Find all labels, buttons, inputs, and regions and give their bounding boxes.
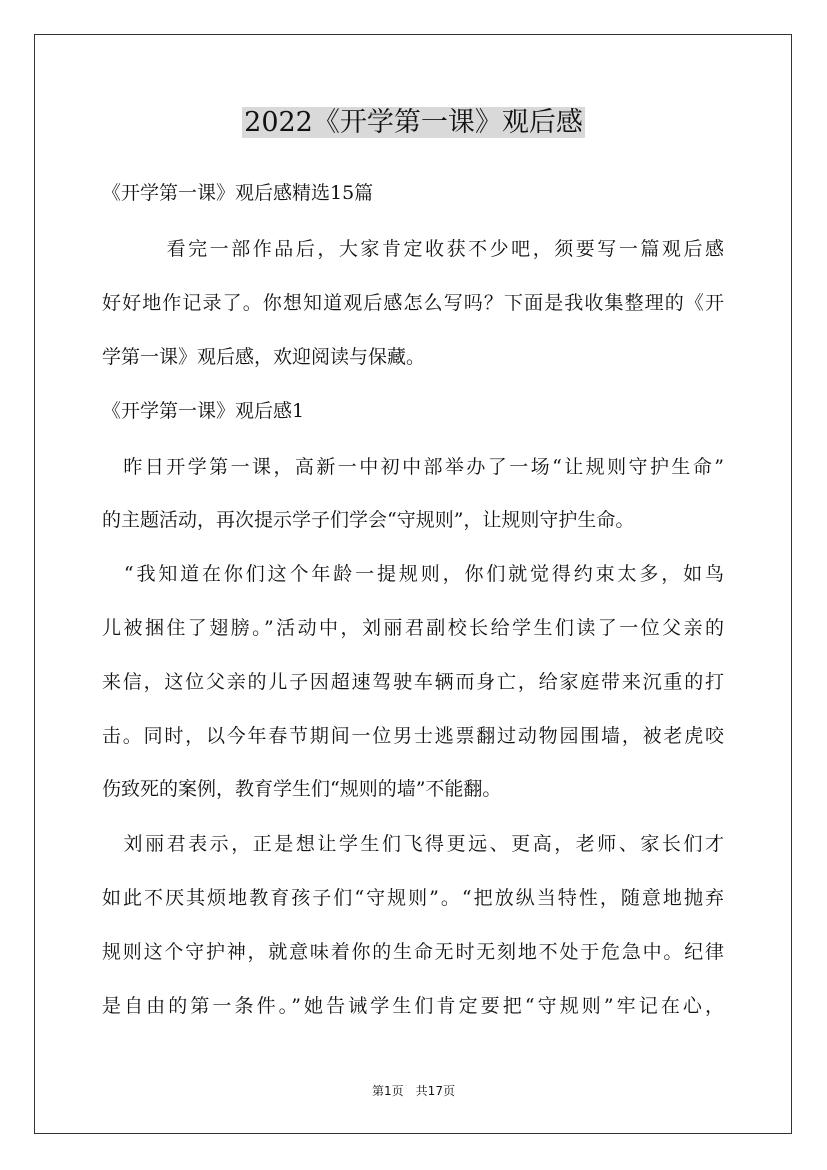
paragraph-line-1: 昨日开学第一课，高新一中初中部举办了一场“让规则守护生命” [102, 456, 724, 478]
paragraph-line-5: 来信，这位父亲的儿子因超速驾驶车辆而身亡，给家庭带来沉重的打 [102, 671, 724, 693]
intro-line-3: 学第一课》观后感，欢迎阅读与保藏。 [102, 346, 426, 368]
paragraph-line-10: 规则这个守护神，就意味着你的生命无时无刻地不处于危急中。纪律 [102, 941, 724, 963]
section-heading: 《开学第一课》观后感1 [102, 400, 305, 422]
paragraph-line-6: 击。同时，以今年春节期间一位男士逃票翻过动物园围墙，被老虎咬 [102, 725, 724, 747]
paragraph-line-8: 刘丽君表示，正是想让学生们飞得更远、更高，老师、家长们才 [102, 833, 724, 855]
paragraph-line-11: 是自由的第一条件。”她告诫学生们肯定要把“守规则”牢记在心， [102, 995, 724, 1017]
document-subtitle: 《开学第一课》观后感精选15篇 [102, 182, 374, 204]
paragraph-line-3: “我知道在你们这个年龄一提规则，你们就觉得约束太多，如鸟 [102, 563, 724, 585]
document-title [0, 104, 827, 142]
paragraph-line-9: 如此不厌其烦地教育孩子们“守规则”。“把放纵当特性，随意地抛弃 [102, 887, 724, 909]
intro-line-1: 看完一部作品后，大家肯定收获不少吧，须要写一篇观后感 [102, 238, 724, 260]
paragraph-line-4: 儿被捆住了翅膀。”活动中，刘丽君副校长给学生们读了一位父亲的 [102, 617, 724, 639]
paragraph-line-7: 伤致死的案例，教育学生们“规则的墙”不能翻。 [102, 778, 502, 800]
document-title-text: 2022《开学第一课》观后感 [244, 107, 583, 138]
paragraph-line-2: 的主题活动，再次提示学子们学会“守规则”，让规则守护生命。 [102, 509, 635, 531]
intro-line-2: 好好地作记录了。你想知道观后感怎么写吗？下面是我收集整理的《开 [102, 292, 724, 314]
page-footer: 第1页 共17页 [372, 1084, 455, 1098]
